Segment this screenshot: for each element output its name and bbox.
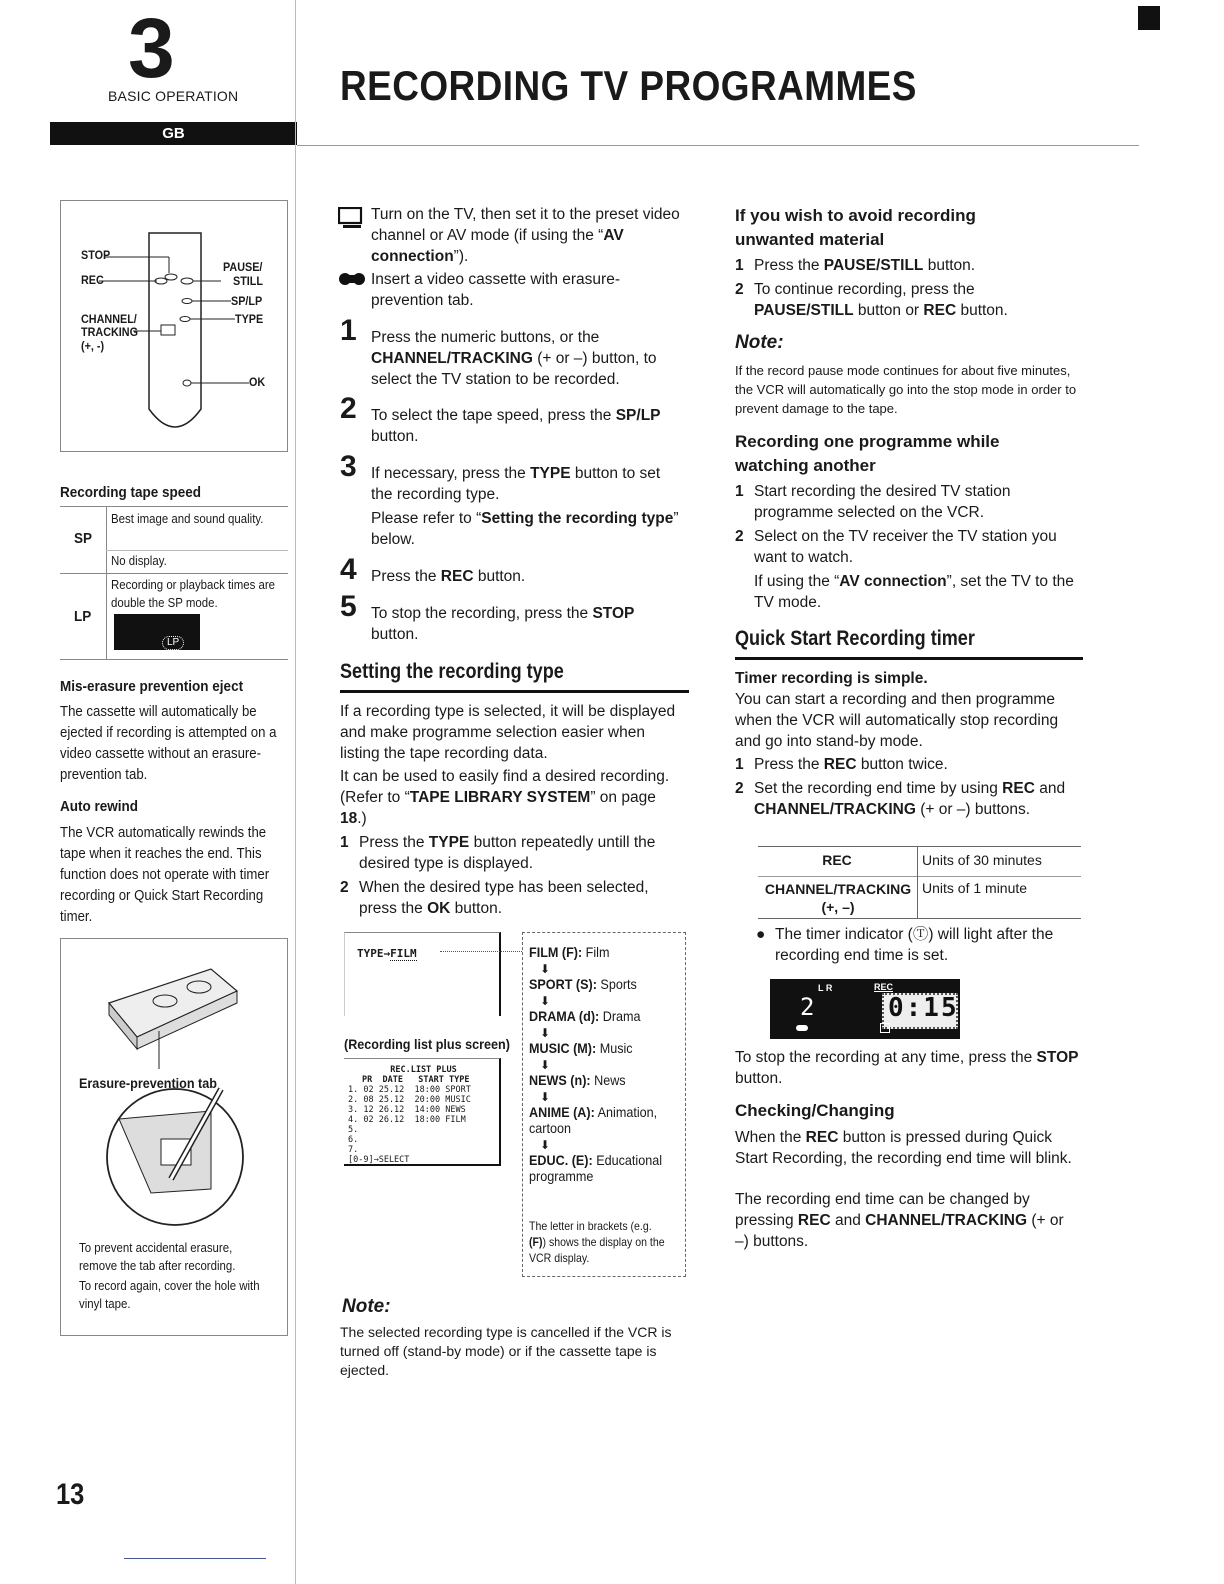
watching-step-2: Select on the TV receiver the TV station you want to watch.: [754, 528, 1057, 566]
step-2-a: To select the tape speed, press the: [371, 407, 616, 424]
table-rule: [60, 506, 288, 507]
chk-p1-b: REC: [805, 1129, 839, 1146]
qs-s1-a: Press the: [754, 756, 824, 773]
remote-diagram: [60, 200, 288, 452]
type-item: [529, 1152, 673, 1184]
quick-start-sub: Timer recording is simple.: [735, 670, 928, 687]
corner-mark-icon: [1138, 6, 1160, 30]
page-number: 13: [56, 1478, 85, 1511]
mis-erasure-body: The cassette will automatically be ejected if recording is attempted on a video cassette without an erasure-prevention tab.: [60, 703, 277, 783]
rec-list-screen: [344, 1058, 501, 1166]
type-code: NEWS (n):: [529, 1072, 591, 1088]
remote-label-tracking: TRACKING: [81, 325, 138, 339]
screen-type-value: FILM: [390, 947, 417, 960]
display-time: 0:15: [888, 993, 959, 1023]
quick-step-number: 1: [735, 756, 744, 773]
column-divider: [295, 0, 296, 1584]
stop-c: button.: [735, 1070, 783, 1087]
s1-a: Press the: [359, 834, 429, 851]
type-code: FILM (F):: [529, 944, 583, 960]
remote-label-pause: PAUSE/: [223, 260, 263, 274]
table-rule: [758, 846, 1081, 847]
step-3-text: [371, 463, 686, 505]
type-step-2: [359, 877, 689, 919]
table-rule: [106, 506, 107, 660]
vcr-display: [770, 979, 960, 1039]
type-code: SPORT (S):: [529, 976, 597, 992]
stop-recording-text: [735, 1047, 1080, 1089]
step-3-extra-c: ” below.: [371, 510, 679, 548]
remote-label-ok: OK: [249, 375, 266, 389]
table-rule: [758, 918, 1081, 919]
type-name: Music: [599, 1040, 633, 1056]
step-3-extra: [371, 508, 686, 550]
checking-heading: Checking/Changing: [735, 1101, 895, 1120]
type-code: MUSIC (M):: [529, 1040, 597, 1056]
s2-a: When the desired type has been selected, press the: [359, 879, 649, 917]
watching-extra: [754, 571, 1084, 613]
type-step-number: 1: [340, 834, 349, 851]
list-row: 1. 02 25.12 18:00 SPORT: [348, 1085, 471, 1095]
intro-tv-b: ”).: [453, 248, 469, 265]
step-number: 2: [340, 392, 357, 425]
section-rule: [735, 657, 1083, 660]
recording-type-p2: [340, 766, 685, 829]
auto-rewind-body: The VCR automatically rewinds the tape when it reaches the end. This function does not operate with timer recording or Quick Start Recording timer.: [60, 824, 270, 925]
chk-p1-c: button is pressed during Quick Start Recording, the recording end time will blink.: [735, 1129, 1072, 1167]
cassette-small-icon: [338, 272, 366, 286]
type-step-number: 2: [340, 879, 349, 896]
bullet-icon: ●: [756, 926, 766, 943]
avoid-note-body: If the record pause mode continues for about five minutes, the VCR will automatically go into the stop mode in order to prevent damage to the tape.: [735, 363, 1077, 416]
quick-step-2: [754, 778, 1074, 820]
intro-tv-bold: AV connection: [371, 227, 624, 265]
avoid-s2-c: button or: [853, 302, 924, 319]
watching-step-number: 2: [735, 528, 744, 545]
stop-b: STOP: [1036, 1049, 1079, 1066]
list-row: 6.: [348, 1135, 359, 1145]
type-screen: [344, 932, 501, 1016]
chk-p2-d: CHANNEL/TRACKING: [865, 1212, 1028, 1229]
step-3-c: button to set the recording type.: [371, 465, 661, 503]
table-rule: [106, 550, 288, 551]
speed-desc-sp: Best image and sound quality.: [111, 511, 264, 526]
bracket-note-a: The letter in brackets (e.g.: [529, 1219, 652, 1233]
stop-a: To stop the recording at any time, press the: [735, 1049, 1037, 1066]
p2-a: It can be used to easily find a desired recording. (Refer to “: [340, 768, 670, 806]
table-rule: [60, 659, 288, 660]
step-3-extra-b: Setting the recording type: [481, 510, 674, 527]
qs-s2-c: and: [1034, 780, 1066, 797]
screen-type-label: TYPE→: [357, 947, 391, 960]
avoid-heading: If you wish to avoid recording unwanted material: [735, 206, 976, 249]
type-name: Film: [585, 944, 610, 960]
page-title: RECORDING TV PROGRAMMES: [340, 62, 917, 109]
remote-label-splp: SP/LP: [231, 294, 263, 308]
lp-display-icon: LP: [162, 636, 184, 650]
chapter-label: BASIC OPERATION: [108, 88, 239, 104]
step-3-b: TYPE: [530, 465, 571, 482]
qs-s2-b: REC: [1002, 780, 1035, 797]
avoid-s2-b: PAUSE/STILL: [754, 302, 854, 319]
display-rec: REC: [874, 982, 894, 992]
table-key: REC: [822, 852, 852, 868]
display-channel: 2: [800, 993, 815, 1021]
step-5-b: STOP: [592, 605, 635, 622]
type-code: ANIME (A):: [529, 1104, 595, 1120]
remote-label-still: STILL: [233, 274, 263, 288]
mis-erasure-heading: Mis-erasure prevention eject: [60, 678, 244, 695]
step-1-b: CHANNEL/TRACKING: [371, 350, 533, 367]
chapter-number: 3: [128, 1, 173, 95]
step-5-text: [371, 603, 686, 645]
speed-mode-lp: LP: [74, 608, 92, 625]
timer-bullet: The timer indicator (Ⓣ) will light after the recording end time is set.: [775, 926, 1054, 964]
avoid-s2-a: To continue recording, press the: [754, 281, 975, 298]
step-4-text: [371, 566, 686, 587]
avoid-s1-b: PAUSE/STILL: [823, 257, 924, 274]
cassette-note-2: To record again, cover the hole with vinyl tape.: [79, 1278, 260, 1311]
quick-step-number: 2: [735, 780, 744, 797]
header-rule: [297, 145, 1139, 146]
table-key: CHANNEL/TRACKING (+, –): [764, 881, 912, 915]
speed-display-sp: No display.: [111, 553, 167, 568]
watching-extra-c: ”, set the TV to the TV mode.: [754, 573, 1074, 611]
step-2-c: button.: [371, 428, 419, 445]
s2-c: button.: [450, 900, 503, 917]
chk-p2-e: (+ or –) buttons.: [735, 1212, 1064, 1250]
qs-s2-d: CHANNEL/TRACKING: [754, 801, 916, 818]
watching-extra-b: AV connection: [839, 573, 947, 590]
table-rule: [758, 876, 1081, 877]
display-lr: L R: [818, 983, 833, 993]
avoid-s2-e: button.: [956, 302, 1008, 319]
type-item: [529, 976, 637, 992]
step-1-text: [371, 327, 686, 390]
type-item: [529, 1104, 673, 1136]
p2-e: .): [357, 810, 367, 827]
remote-label-stop: STOP: [81, 248, 111, 262]
remote-label-rec: REC: [81, 273, 104, 287]
list-footer: [0-9]→SELECT: [348, 1155, 410, 1165]
intro-cassette-text: Insert a video cassette with erasure-prevention tab.: [371, 271, 620, 309]
recording-type-title: Setting the recording type: [340, 660, 564, 683]
step-4-c: button.: [473, 568, 526, 585]
bracket-note-c: ) shows the display on the VCR display.: [529, 1235, 665, 1265]
quick-step-1: [754, 754, 1084, 775]
down-arrow-icon: ⬇: [540, 1026, 551, 1040]
type-name: Drama: [602, 1008, 641, 1024]
remote-label-plus-minus: (+, -): [81, 339, 105, 353]
table-rule: [60, 573, 288, 574]
quick-start-title: Quick Start Recording timer: [735, 627, 975, 650]
chk-p1-a: When the: [735, 1129, 806, 1146]
qs-s2-e: (+ or –) buttons.: [915, 801, 1031, 818]
p2-b: TAPE LIBRARY SYSTEM: [409, 789, 591, 806]
type-note-body: The selected recording type is cancelled if the VCR is turned off (stand-by mode) or if the cassette tape is ejected.: [340, 1324, 672, 1378]
avoid-step-number: 2: [735, 281, 744, 298]
tape-speed-heading: Recording tape speed: [60, 484, 202, 501]
type-screen-text: [357, 947, 417, 960]
step-3-a: If necessary, press the: [371, 465, 531, 482]
step-4-b: REC: [440, 568, 474, 585]
watching-heading: Recording one programme while watching another: [735, 432, 1000, 475]
speed-desc-lp: Recording or playback times are double the SP mode.: [111, 577, 276, 610]
qs-s2-a: Set the recording end time by using: [754, 780, 1003, 797]
step-number: 3: [340, 450, 357, 483]
type-item: [529, 944, 609, 960]
remote-label-channel: CHANNEL/: [81, 312, 137, 326]
p2-c: ” on page: [590, 789, 656, 806]
list-row: 3. 12 26.12 14:00 NEWS: [348, 1105, 466, 1115]
step-3-extra-a: Please refer to “: [371, 510, 482, 527]
type-code: DRAMA (d):: [529, 1008, 600, 1024]
step-1-c: (+ or –) button, to select the TV station to be recorded.: [371, 350, 657, 388]
display-tape-icon: [796, 1025, 808, 1031]
chk-p2-a: The recording end time can be changed by pressing: [735, 1191, 1030, 1229]
step-5-c: button.: [371, 626, 419, 643]
erasure-tab-caption: Erasure-prevention tab: [79, 1075, 217, 1091]
step-number: 5: [340, 590, 357, 623]
avoid-step-1: [754, 255, 1084, 276]
chk-p2-c: and: [830, 1212, 866, 1229]
s1-b: TYPE: [428, 834, 470, 851]
bracket-note: [529, 1218, 670, 1266]
down-arrow-icon: ⬇: [540, 994, 551, 1008]
watching-extra-a: If using the “: [754, 573, 840, 590]
checking-p2: [735, 1189, 1080, 1252]
section-rule: [340, 690, 689, 693]
avoid-s1-c: button.: [923, 257, 976, 274]
p2-d: 18: [340, 810, 358, 827]
type-name: Educational programme: [529, 1152, 663, 1184]
qs-s1-c: button twice.: [856, 756, 948, 773]
list-row: 2. 08 25.12 20:00 MUSIC: [348, 1095, 471, 1105]
bracket-note-b: (F): [529, 1235, 543, 1249]
down-arrow-icon: ⬇: [540, 1090, 551, 1104]
footer-line: [124, 1558, 266, 1559]
avoid-step-2: [754, 279, 1074, 321]
s2-b: OK: [427, 900, 451, 917]
speed-mode-sp: SP: [74, 530, 93, 547]
table-value: Units of 30 minutes: [922, 852, 1042, 868]
watching-step-number: 1: [735, 483, 744, 500]
s1-c: button repeatedly untill the desired type is displayed.: [359, 834, 656, 872]
cassette-panel: [60, 938, 288, 1336]
type-step-1: [359, 832, 689, 874]
watching-step-1: Start recording the desired TV station programme selected on the VCR.: [754, 483, 1011, 521]
intro-tv-a: Turn on the TV, then set it to the preset video channel or AV mode (if using the “: [371, 206, 680, 244]
type-name: Sports: [600, 976, 637, 992]
tv-icon: [338, 207, 364, 229]
avoid-note-label: Note:: [735, 332, 784, 353]
display-timer-icon: [880, 1023, 890, 1033]
language-tab: GB: [50, 122, 297, 145]
step-2-b: SP/LP: [615, 407, 661, 424]
connector-line: [440, 951, 522, 952]
note-label: Note:: [342, 1296, 391, 1317]
cassette-note-1: To prevent accidental erasure, remove the tab after recording.: [79, 1240, 236, 1273]
table-value: Units of 1 minute: [922, 880, 1028, 896]
remote-label-type: TYPE: [235, 312, 264, 326]
avoid-s1-a: Press the: [754, 257, 824, 274]
list-title: REC.LIST PLUS: [390, 1065, 457, 1075]
list-row: 5.: [348, 1125, 359, 1135]
type-item: [529, 1008, 641, 1024]
type-name: News: [594, 1072, 626, 1088]
type-item: [529, 1072, 626, 1088]
step-2-text: [371, 405, 686, 447]
down-arrow-icon: ⬇: [540, 1138, 551, 1152]
step-1-a: Press the numeric buttons, or the: [371, 329, 600, 346]
qs-s1-b: REC: [823, 756, 857, 773]
type-item: [529, 1040, 633, 1056]
intro-tv-text: [371, 204, 681, 267]
auto-rewind-heading: Auto rewind: [60, 798, 139, 815]
step-5-a: To stop the recording, press the: [371, 605, 593, 622]
type-name: Animation, cartoon: [529, 1104, 658, 1136]
down-arrow-icon: ⬇: [540, 1058, 551, 1072]
chk-p2-b: REC: [797, 1212, 831, 1229]
step-number: 4: [340, 553, 357, 586]
avoid-step-number: 1: [735, 257, 744, 274]
list-row: 7.: [348, 1145, 359, 1155]
list-header: PR DATE START TYPE: [362, 1075, 470, 1085]
lp-display: [114, 614, 200, 650]
quick-start-p1: You can start a recording and then programme when the VCR will automatically stop recording and go into stand-by mode.: [735, 691, 1059, 750]
step-4-a: Press the: [371, 568, 441, 585]
recording-type-p1: If a recording type is selected, it will be displayed and make programme selection easier when listing the tape recording data.: [340, 703, 676, 762]
list-row: 4. 02 26.12 18:00 FILM: [348, 1115, 466, 1125]
type-code: EDUC. (E):: [529, 1152, 593, 1168]
screen-caption: (Recording list plus screen): [344, 1036, 510, 1052]
down-arrow-icon: ⬇: [540, 962, 551, 976]
checking-p1: [735, 1127, 1080, 1169]
avoid-s2-d: REC: [923, 302, 957, 319]
step-number: 1: [340, 314, 357, 347]
